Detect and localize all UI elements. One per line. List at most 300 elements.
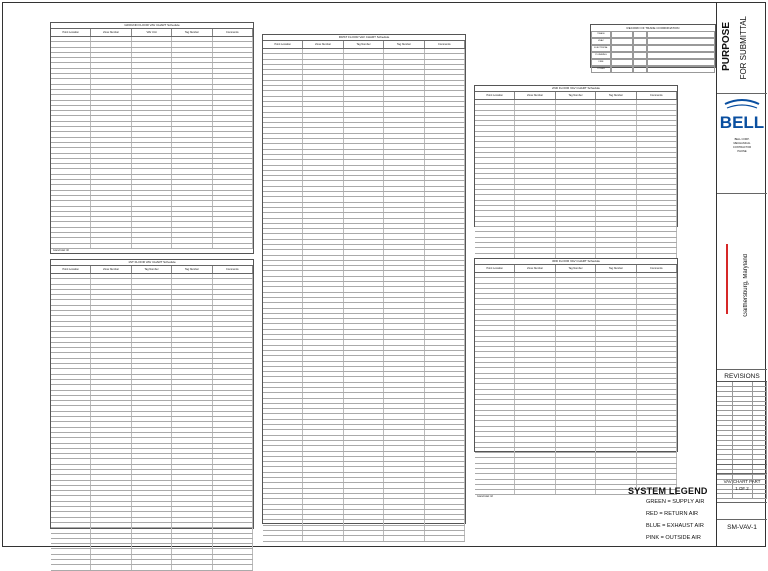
table-cell (556, 217, 596, 221)
table-cell (263, 314, 303, 318)
table-cell (596, 416, 636, 420)
table-cell (172, 391, 212, 395)
table-cell (475, 405, 515, 409)
column-header: Tag Number (596, 92, 636, 99)
table-cell (303, 197, 343, 201)
table-cell (384, 356, 424, 360)
table-cell (515, 384, 555, 388)
table-cell (213, 380, 253, 384)
table-cell (91, 512, 131, 516)
table-cell (91, 175, 131, 179)
table-cell (132, 544, 172, 548)
table-cell (51, 401, 91, 405)
table-cell (515, 416, 555, 420)
table-cell (132, 512, 172, 516)
table-cell (515, 395, 555, 399)
trade-row-label: OTHER (591, 66, 611, 73)
table-cell (384, 446, 424, 450)
table-cell (132, 175, 172, 179)
table-cell (475, 211, 515, 215)
table-cell (515, 469, 555, 473)
table-cell (425, 250, 465, 254)
table-cell (637, 331, 677, 335)
table-cell (556, 448, 596, 452)
table-cell (172, 417, 212, 421)
legend-item-supply: GREEN = SUPPLY AIR (646, 499, 705, 505)
table-cell (596, 337, 636, 341)
table-cell (132, 42, 172, 46)
table-cell (596, 448, 636, 452)
table-cell (132, 238, 172, 242)
table-cell (344, 436, 384, 440)
table-cell (303, 250, 343, 254)
table-cell (91, 132, 131, 136)
table-cell (51, 327, 91, 331)
table-cell (475, 321, 515, 325)
table-cell (515, 490, 555, 494)
table-cell (384, 536, 424, 540)
table-cell (556, 158, 596, 162)
table-cell (384, 457, 424, 461)
table-cell (475, 100, 515, 104)
table-cell (132, 353, 172, 357)
table-cell (132, 148, 172, 152)
table-cell (384, 97, 424, 101)
table-cell (425, 319, 465, 323)
table-cell (475, 284, 515, 288)
table-cell (132, 127, 172, 131)
table-cell (51, 191, 91, 195)
table-cell (213, 507, 253, 511)
table-cell (263, 505, 303, 509)
table-cell (637, 363, 677, 367)
table-cell (556, 100, 596, 104)
table-cell (91, 486, 131, 490)
table-cell (213, 486, 253, 490)
table-cell (213, 274, 253, 278)
table-cell (384, 134, 424, 138)
table-cell (263, 70, 303, 74)
table-cell (213, 159, 253, 163)
table-cell (91, 285, 131, 289)
table-header (475, 265, 677, 273)
table-cell (637, 116, 677, 120)
table-cell (172, 369, 212, 373)
revision-cell (733, 416, 753, 420)
table-cell (263, 219, 303, 223)
table-cell (596, 278, 636, 282)
table-cell (51, 359, 91, 363)
table-cell (637, 464, 677, 468)
table-cell (425, 187, 465, 191)
table-cell (637, 411, 677, 415)
table-cell (303, 144, 343, 148)
table-cell (213, 196, 253, 200)
table-cell (425, 150, 465, 154)
revision-cell (717, 431, 733, 435)
table-cell (344, 123, 384, 127)
table-cell (51, 90, 91, 94)
table-cell (344, 298, 384, 302)
sheet-title (717, 478, 767, 492)
table-cell (515, 278, 555, 282)
table-cell (384, 181, 424, 185)
table-cell (91, 222, 131, 226)
table-cell (132, 375, 172, 379)
table-cell (172, 58, 212, 62)
table-cell (637, 273, 677, 277)
table-cell (132, 279, 172, 283)
table-cell (213, 470, 253, 474)
table-cell (384, 192, 424, 196)
table-cell (172, 48, 212, 52)
table-cell (51, 391, 91, 395)
table-cell (132, 143, 172, 147)
table-cell (425, 531, 465, 535)
table-cell (263, 144, 303, 148)
table-cell (303, 208, 343, 212)
table-cell (344, 219, 384, 223)
table-cell (556, 352, 596, 356)
table-cell (384, 277, 424, 281)
table-cell (172, 353, 212, 357)
table-cell (91, 238, 131, 242)
table-cell (172, 63, 212, 67)
table-cell (303, 97, 343, 101)
table-cell (596, 190, 636, 194)
table-cell (51, 217, 91, 221)
table-caption: 1ST FLOOR VAV CHART Schedule (51, 260, 253, 266)
table-cell (213, 481, 253, 485)
table-cell (91, 274, 131, 278)
table-cell (384, 54, 424, 58)
table-cell (596, 390, 636, 394)
revision-cell (717, 397, 733, 401)
table-cell (91, 201, 131, 205)
table-cell (172, 132, 212, 136)
table-cell (213, 518, 253, 522)
table-cell (263, 520, 303, 524)
table-cell (172, 327, 212, 331)
table-cell (425, 261, 465, 265)
table-cell (132, 90, 172, 94)
table-cell (384, 187, 424, 191)
table-cell (51, 138, 91, 142)
table-cell (303, 277, 343, 281)
table-cell (91, 306, 131, 310)
table-cell (263, 531, 303, 535)
table-cell (91, 343, 131, 347)
table-cell (637, 321, 677, 325)
table-cell (213, 244, 253, 248)
table-cell (132, 285, 172, 289)
table-cell (132, 116, 172, 120)
table-cell (172, 285, 212, 289)
table-cell (132, 539, 172, 543)
table-cell (132, 159, 172, 163)
table-cell (303, 298, 343, 302)
table-cell (132, 101, 172, 105)
table-cell (263, 261, 303, 265)
revision-cell (753, 406, 767, 410)
table-cell (344, 287, 384, 291)
trade-row-label: ELECTRICAL (591, 45, 611, 52)
table-cell (303, 150, 343, 154)
table-cell (263, 414, 303, 418)
table-cell (132, 316, 172, 320)
table-cell (172, 37, 212, 41)
table-cell (344, 113, 384, 117)
table-cell (51, 380, 91, 384)
table-cell (303, 160, 343, 164)
table-cell (303, 414, 343, 418)
table-cell (344, 388, 384, 392)
table-header (51, 29, 253, 37)
table-cell (213, 116, 253, 120)
table-cell (475, 358, 515, 362)
table-cell (384, 404, 424, 408)
table-cell (263, 245, 303, 249)
table-cell (556, 480, 596, 484)
table-cell (51, 196, 91, 200)
table-cell (384, 282, 424, 286)
table-cell (132, 459, 172, 463)
table-cell (384, 467, 424, 471)
table-cell (91, 48, 131, 52)
table-cell (172, 359, 212, 363)
table-cell (384, 86, 424, 90)
table-cell (475, 464, 515, 468)
table-cell (91, 101, 131, 105)
table-cell (303, 256, 343, 260)
table-cell (132, 417, 172, 421)
table-cell (303, 128, 343, 132)
table-cell (596, 111, 636, 115)
table-cell (213, 375, 253, 379)
table-cell (263, 229, 303, 233)
table-cell (51, 549, 91, 553)
table-cell (303, 446, 343, 450)
table-cell (132, 549, 172, 553)
table-cell (303, 383, 343, 387)
table-cell (172, 406, 212, 410)
table-cell (475, 443, 515, 447)
table-cell (172, 169, 212, 173)
table-cell (303, 118, 343, 122)
table-cell (213, 285, 253, 289)
table-cell (172, 306, 212, 310)
table-cell (213, 444, 253, 448)
table-cell (303, 478, 343, 482)
table-cell (344, 192, 384, 196)
table-cell (91, 465, 131, 469)
table-cell (213, 74, 253, 78)
table-caption: 2ND FLOOR VAV CHART Schedule (475, 86, 677, 92)
table-cell (556, 195, 596, 199)
table-cell (556, 443, 596, 447)
table-cell (263, 271, 303, 275)
table-cell (515, 337, 555, 341)
table-cell (344, 409, 384, 413)
revision-cell (733, 436, 753, 440)
table-caption: 3RD FLOOR VAV CHART Schedule (475, 259, 677, 265)
table-cell (344, 176, 384, 180)
table-cell (556, 179, 596, 183)
table-cell (172, 338, 212, 342)
table-cell (213, 58, 253, 62)
table-cell (344, 526, 384, 530)
table-cell (213, 428, 253, 432)
table-cell (344, 489, 384, 493)
table-cell (51, 507, 91, 511)
table-cell (344, 505, 384, 509)
table-cell (596, 217, 636, 221)
table-cell (213, 359, 253, 363)
table-cell (556, 363, 596, 367)
table-cell (91, 185, 131, 189)
table-cell (637, 289, 677, 293)
table-cell (596, 432, 636, 436)
revision-cell (717, 446, 733, 450)
table-cell (172, 332, 212, 336)
legend-item-outside: PINK = OUTSIDE AIR (646, 535, 701, 541)
table-cell (303, 229, 343, 233)
table-cell (637, 243, 677, 247)
table-cell (132, 518, 172, 522)
table-cell (213, 300, 253, 304)
table-cell (596, 248, 636, 252)
table-cell (515, 121, 555, 125)
table-cell (91, 58, 131, 62)
table-cell (637, 294, 677, 298)
table-cell (213, 406, 253, 410)
revision-cell (717, 406, 733, 410)
table-cell (384, 81, 424, 85)
table-cell (425, 393, 465, 397)
table-cell (303, 224, 343, 228)
table-cell (132, 322, 172, 326)
table-cell (556, 464, 596, 468)
table-cell (637, 358, 677, 362)
table-cell (91, 507, 131, 511)
table-cell (91, 369, 131, 373)
table-cell (303, 171, 343, 175)
table-cell (303, 441, 343, 445)
table-cell (344, 377, 384, 381)
column-header: Tag Number (556, 265, 596, 272)
table-cell (51, 375, 91, 379)
table-cell (172, 375, 212, 379)
table-cell (213, 396, 253, 400)
table-cell (263, 510, 303, 514)
column-header: Tag Number (172, 266, 212, 273)
table-cell (263, 404, 303, 408)
table-cell (475, 305, 515, 309)
table-cell (556, 427, 596, 431)
table-cell (263, 181, 303, 185)
table-cell (132, 196, 172, 200)
table-header (51, 266, 253, 274)
table-cell (51, 154, 91, 158)
table-cell (425, 155, 465, 159)
table-cell (91, 428, 131, 432)
table-cell (384, 60, 424, 64)
table-cell (515, 169, 555, 173)
table-cell (515, 347, 555, 351)
table-cell (425, 107, 465, 111)
table-cell (384, 139, 424, 143)
table-cell (172, 274, 212, 278)
table-cell (637, 137, 677, 141)
table-cell (91, 518, 131, 522)
table-cell (303, 240, 343, 244)
table-cell (172, 444, 212, 448)
table-cell (51, 37, 91, 41)
table-cell (213, 191, 253, 195)
table-cell (515, 299, 555, 303)
revisions-heading: REVISIONS (717, 372, 767, 382)
table-cell (213, 37, 253, 41)
table-cell (213, 238, 253, 242)
table-cell (384, 65, 424, 69)
table-footer: Grand total: 42 (477, 495, 493, 499)
table-cell (263, 499, 303, 503)
table-cell (344, 351, 384, 355)
table-cell (303, 293, 343, 297)
table-cell (51, 422, 91, 426)
table-cell (132, 428, 172, 432)
table-cell (303, 113, 343, 117)
table-cell (263, 256, 303, 260)
table-cell (51, 433, 91, 437)
table-cell (51, 122, 91, 126)
table-cell (637, 238, 677, 242)
table-cell (637, 480, 677, 484)
table-cell (556, 222, 596, 226)
table-cell (213, 212, 253, 216)
table-cell (303, 261, 343, 265)
table-cell (91, 359, 131, 363)
table-cell (425, 256, 465, 260)
table-cell (637, 195, 677, 199)
trade-cell (633, 38, 647, 45)
table-cell (172, 196, 212, 200)
table-cell (425, 526, 465, 530)
table-cell (384, 473, 424, 477)
table-cell (172, 438, 212, 442)
revision-cell (753, 450, 767, 454)
table-cell (172, 122, 212, 126)
table-cell (263, 75, 303, 79)
table-cell (344, 144, 384, 148)
table-cell (344, 208, 384, 212)
table-cell (475, 121, 515, 125)
table-cell (344, 65, 384, 69)
table-cell (384, 393, 424, 397)
table-cell (91, 502, 131, 506)
table-cell (51, 406, 91, 410)
table-cell (475, 384, 515, 388)
table-cell (596, 232, 636, 236)
table-cell (515, 448, 555, 452)
table-cell (263, 462, 303, 466)
column-header: Comments (425, 41, 465, 48)
table-cell (303, 526, 343, 530)
table-cell (515, 342, 555, 346)
table-cell (384, 240, 424, 244)
table-cell (172, 507, 212, 511)
purpose-heading: PURPOSE (721, 22, 732, 71)
